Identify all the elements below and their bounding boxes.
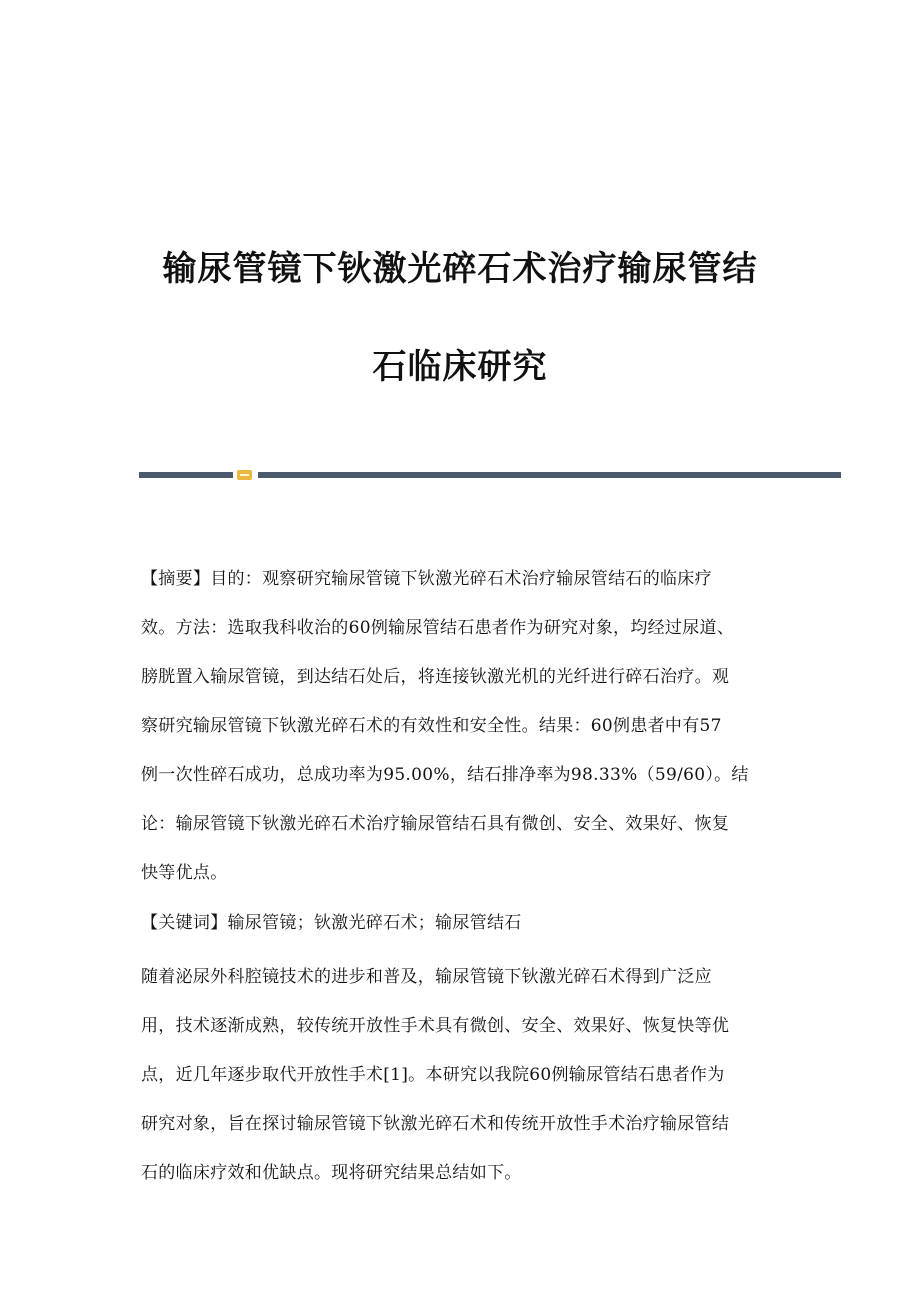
keywords-paragraph <box>141 899 781 948</box>
abstract-line: 察研究输尿管镜下钬激光碎石术的有效性和安全性。结果：60例患者中有57 <box>141 716 722 736</box>
abstract-line: 快等优点。 <box>141 863 228 883</box>
divider-bar-left <box>139 472 233 478</box>
intro-line: 随着泌尿外科腔镜技术的进步和普及，输尿管镜下钬激光碎石术得到广泛应 <box>141 967 712 987</box>
abstract-line: 效。方法：选取我科收治的60例输尿管结石患者作为研究对象，均经过尿道、 <box>141 618 735 638</box>
keywords-line: 【关键词】输尿管镜；钬激光碎石术；输尿管结石 <box>141 913 522 933</box>
abstract-line: 论：输尿管镜下钬激光碎石术治疗输尿管结石具有微创、安全、效果好、恢复 <box>141 814 730 834</box>
title-divider <box>139 470 841 480</box>
divider-emblem-icon <box>237 470 252 480</box>
abstract-paragraph <box>141 555 781 898</box>
introduction-paragraph <box>141 953 781 1198</box>
page-title-line-2: 石临床研究 <box>372 346 548 387</box>
intro-line: 用，技术逐渐成熟，较传统开放性手术具有微创、安全、效果好、恢复快等优 <box>141 1016 730 1036</box>
abstract-line: 膀胱置入输尿管镜，到达结石处后，将连接钬激光机的光纤进行碎石治疗。观 <box>141 667 730 687</box>
intro-line: 研究对象，旨在探讨输尿管镜下钬激光碎石术和传统开放性手术治疗输尿管结 <box>141 1114 730 1134</box>
divider-bar-right <box>258 472 841 478</box>
abstract-line: 【摘要】目的：观察研究输尿管镜下钬激光碎石术治疗输尿管结石的临床疗 <box>141 569 712 589</box>
abstract-line: 例一次性碎石成功，总成功率为95.00%，结石排净率为98.33%（59/60）。结 <box>141 765 749 785</box>
intro-line: 石的临床疗效和优缺点。现将研究结果总结如下。 <box>141 1163 522 1183</box>
page-title-line-1: 输尿管镜下钬激光碎石术治疗输尿管结 <box>162 248 758 289</box>
intro-line: 点，近几年逐步取代开放性手术[1]。本研究以我院60例输尿管结石患者作为 <box>141 1065 725 1085</box>
